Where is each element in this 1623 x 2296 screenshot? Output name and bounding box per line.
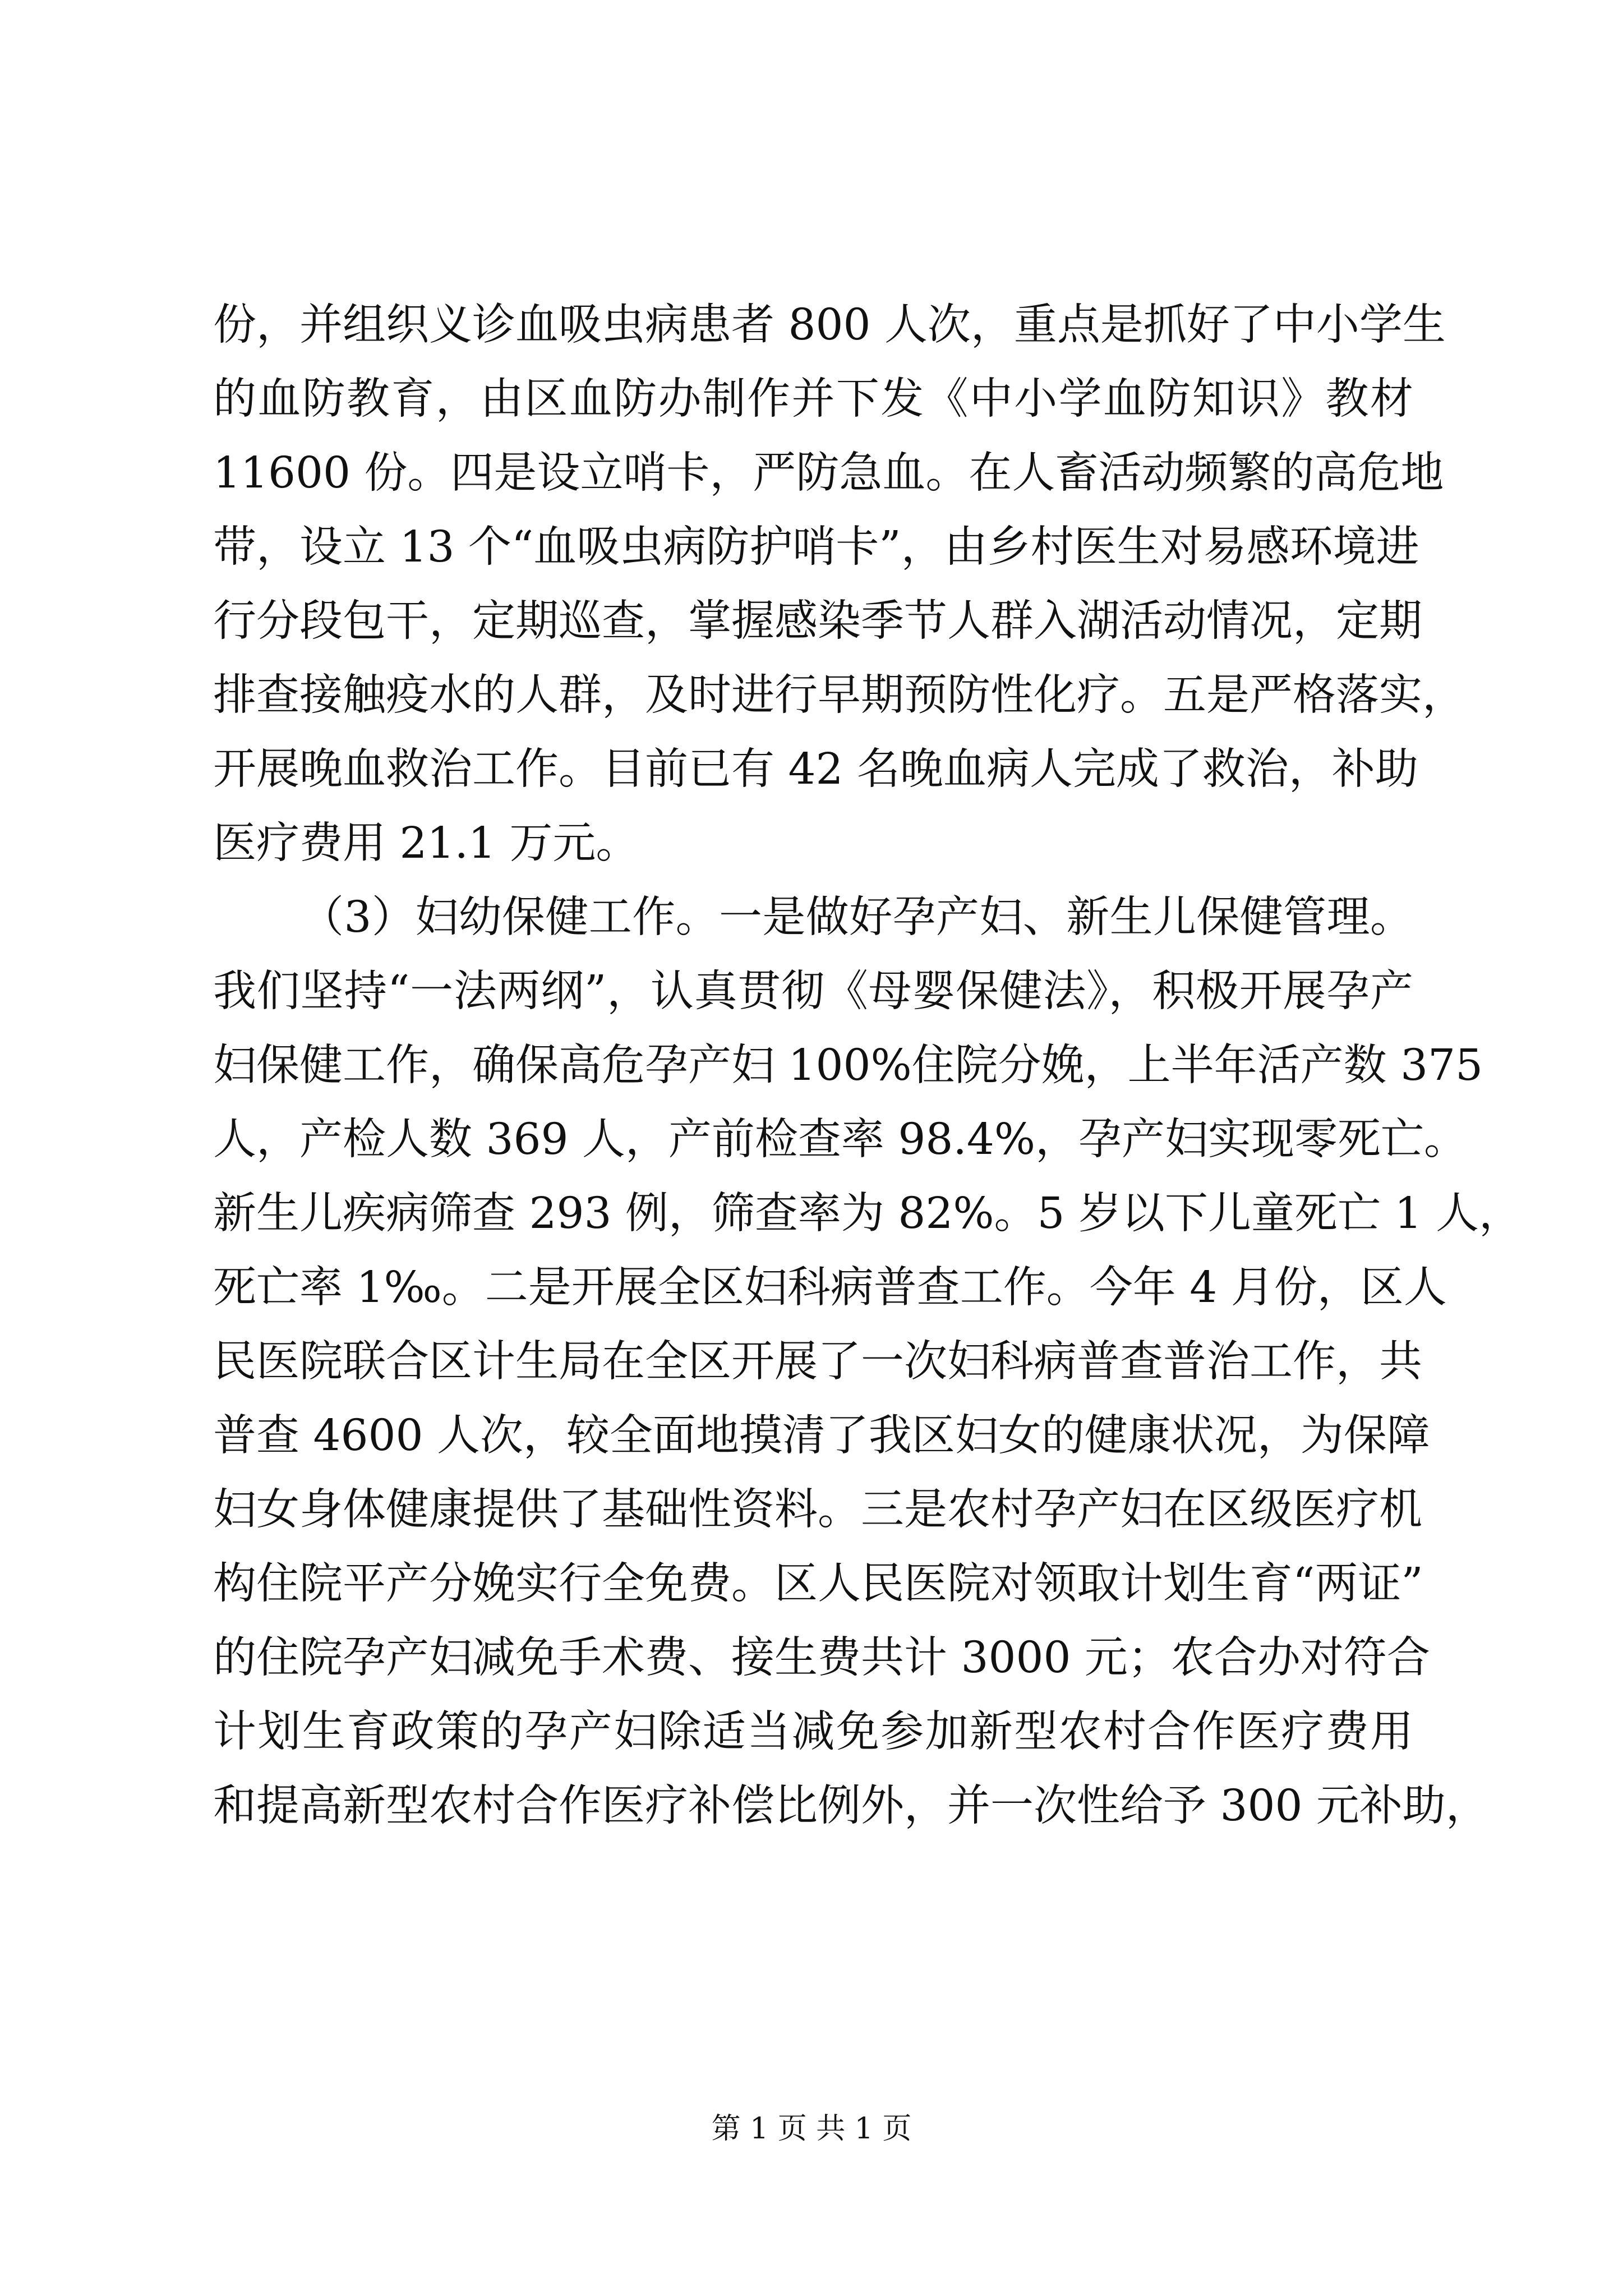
text-line-19: 的住院孕产妇减免手术费、接生费共计 3000 元；农合办对符合 <box>213 1633 1430 1683</box>
text-line-17: 妇女身体健康提供了基础性资料。三是农村孕产妇在区级医疗机 <box>213 1485 1422 1535</box>
text-line-11: 妇保健工作，确保高危孕产妇 100%住院分娩，上半年活产数 375 <box>213 1041 1483 1091</box>
text-line-10: 我们坚持“一法两纲”，认真贯彻《母婴保健法》，积极开展孕产 <box>213 967 1413 1016</box>
text-line-4: 带，设立 13 个“血吸虫病防护哨卡”，由乡村医生对易感环境进 <box>213 522 1419 572</box>
text-line-21: 和提高新型农村合作医疗补偿比例外，并一次性给予 300 元补助， <box>213 1781 1489 1831</box>
text-line-6: 排查接触疫水的人群，及时进行早期预防性化疗。五是严格落实， <box>213 670 1465 720</box>
text-line-15: 民医院联合区计生局在全区开展了一次妇科病普查普治工作，共 <box>213 1337 1422 1387</box>
text-line-5: 行分段包干，定期巡查，掌握感染季节人群入湖活动情况，定期 <box>213 596 1422 646</box>
text-line-3: 11600 份。四是设立哨卡，严防急血。在人畜活动频繁的高危地 <box>213 448 1444 498</box>
text-line-14: 死亡率 1‰。二是开展全区妇科病普查工作。今年 4 月份，区人 <box>213 1263 1447 1313</box>
text-line-20: 计划生育政策的孕产妇除适当减免参加新型农村合作医疗费用 <box>213 1707 1413 1757</box>
text-line-12: 人，产检人数 369 人，产前检查率 98.4%，孕产妇实现零死亡。 <box>213 1115 1468 1165</box>
text-line-16: 普查 4600 人次，较全面地摸清了我区妇女的健康状况，为保障 <box>213 1411 1430 1461</box>
text-line-8: 医疗费用 21.1 万元。 <box>213 818 639 868</box>
text-line-18: 构住院平产分娩实行全免费。区人民医院对领取计划生育“两证” <box>213 1559 1423 1609</box>
text-line-13: 新生儿疾病筛查 293 例，筛查率为 82%。5 岁以下儿童死亡 1 人， <box>213 1189 1522 1239</box>
text-line-1: 份，并组织义诊血吸虫病患者 800 人次，重点是抓好了中小学生 <box>213 300 1446 350</box>
text-line-2: 的血防教育，由区血防办制作并下发《中小学血防知识》教材 <box>213 374 1413 424</box>
text-line-9: （3）妇幼保健工作。一是做好孕产妇、新生儿保健管理。 <box>301 892 1413 942</box>
text-line-7: 开展晚血救治工作。目前已有 42 名晚血病人完成了救治，补助 <box>213 744 1418 794</box>
page-number-footer: 第 1 页 共 1 页 <box>711 2112 912 2146</box>
